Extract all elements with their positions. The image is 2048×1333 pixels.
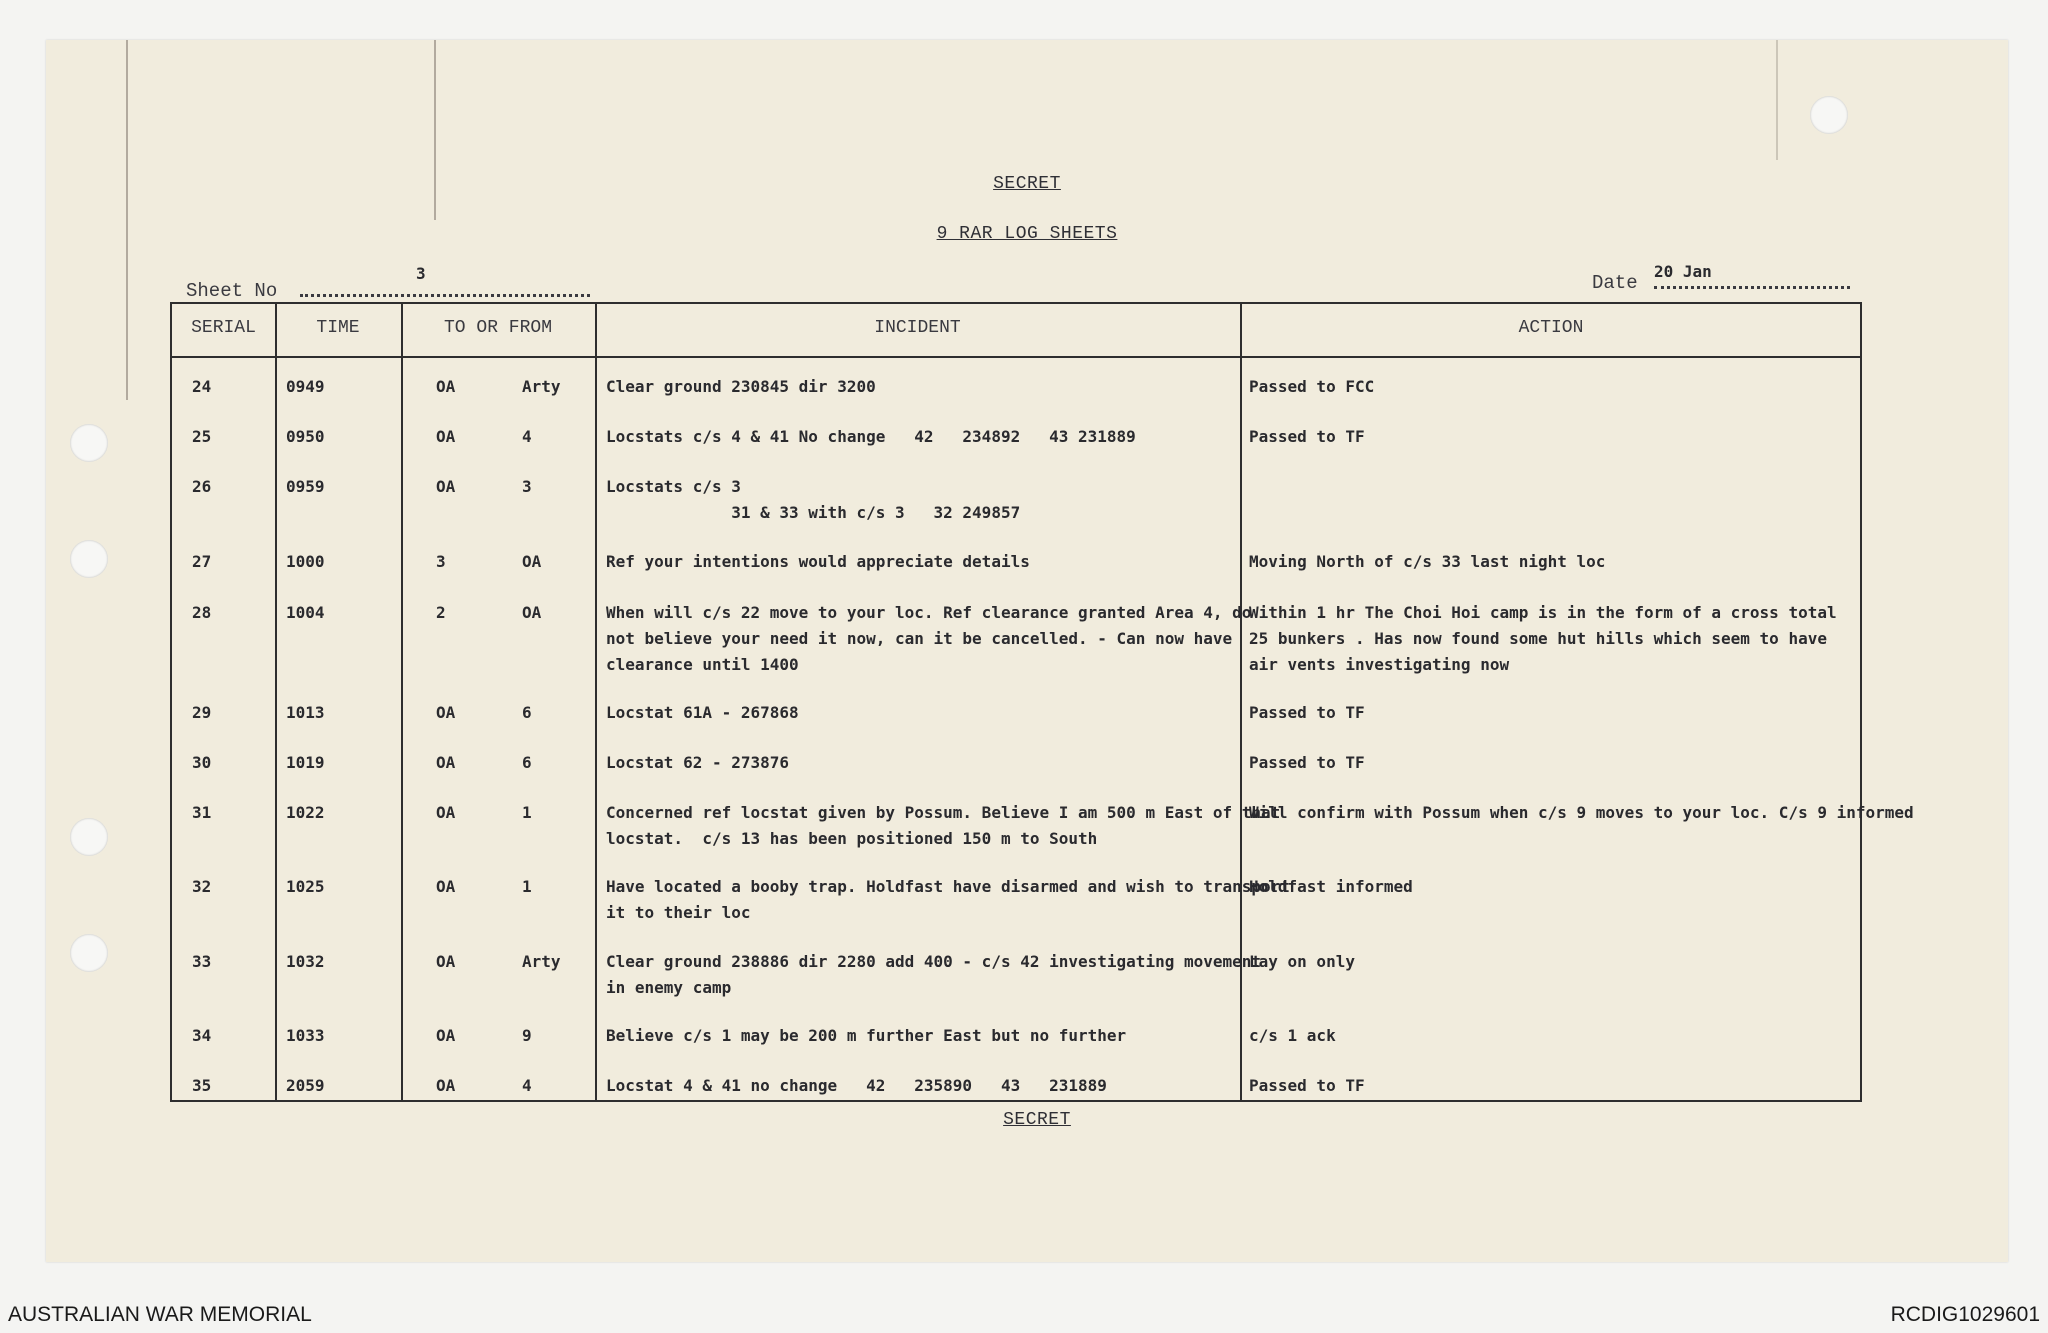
- cell-from: 4: [522, 1076, 532, 1095]
- cell-incident: Ref your intentions would appreciate details: [606, 552, 1030, 571]
- cell-action: Passed to FCC: [1249, 377, 1375, 396]
- cell-time: 1032: [286, 952, 325, 971]
- cell-serial: 27: [192, 552, 212, 571]
- cell-time: 1000: [286, 552, 325, 571]
- header-time: TIME: [316, 318, 360, 338]
- cell-action: Holdfast informed: [1249, 877, 1413, 896]
- cell-incident: Believe c/s 1 may be 200 m further East but no further: [606, 1026, 1127, 1045]
- cell-serial: 28: [192, 603, 212, 622]
- cell-time: 1022: [286, 803, 325, 822]
- cell-incident: Locstat 4 & 41 no change 42 235890 43 231889: [606, 1076, 1107, 1095]
- cell-incident: Locstats c/s 4 & 41 No change 42 234892 43 231889: [606, 427, 1136, 446]
- cell-to: OA: [436, 1026, 456, 1045]
- date-value: 20 Jan: [1654, 262, 1712, 281]
- cell-to: OA: [436, 377, 456, 396]
- cell-serial: 30: [192, 753, 212, 772]
- classification-bottom: SECRET: [1003, 1110, 1071, 1130]
- cell-incident: Locstats c/s 3 31 & 33 with c/s 3 32 249857: [606, 477, 1021, 522]
- cell-serial: 29: [192, 703, 212, 722]
- column-divider: [401, 304, 403, 1100]
- cell-time: 1013: [286, 703, 325, 722]
- cell-serial: 35: [192, 1076, 212, 1095]
- cell-incident: Clear ground 230845 dir 3200: [606, 377, 876, 396]
- cell-serial: 34: [192, 1026, 212, 1045]
- cell-incident: Have located a booby trap. Holdfast have disarmed and wish to transport it to their loc: [606, 877, 1290, 922]
- log-table: [170, 302, 1914, 1102]
- cell-incident: Locstat 61A - 267868: [606, 703, 799, 722]
- cell-from: 1: [522, 877, 532, 896]
- cell-serial: 31: [192, 803, 212, 822]
- cell-incident: Concerned ref locstat given by Possum. Believe I am 500 m East of that locstat. c/s 13 has been positioned 150 m to South: [606, 803, 1281, 848]
- footer-record-id: RCDIG1029601: [1890, 1303, 2040, 1326]
- header-to-or-from: TO OR FROM: [443, 318, 553, 338]
- cell-to: 3: [436, 552, 446, 571]
- cell-from: 6: [522, 753, 532, 772]
- sheet-no-dots: [300, 294, 590, 297]
- cell-from: OA: [522, 552, 542, 571]
- cell-serial: 24: [192, 377, 212, 396]
- cell-to: OA: [436, 952, 456, 971]
- cell-from: Arty: [522, 377, 561, 396]
- cell-time: 0959: [286, 477, 325, 496]
- cell-action: Lay on only: [1249, 952, 1355, 971]
- log-sheet-paper: [46, 40, 2008, 1262]
- cell-action: Passed to TF: [1249, 703, 1365, 722]
- punch-hole: [70, 934, 108, 972]
- cell-incident: Locstat 62 - 273876: [606, 753, 790, 772]
- cell-action: Passed to TF: [1249, 753, 1365, 772]
- classification-top: SECRET: [993, 174, 1061, 194]
- header-serial: SERIAL: [191, 318, 256, 338]
- sheet-no-value: 3: [416, 264, 426, 283]
- punch-hole: [70, 540, 108, 578]
- cell-time: 0949: [286, 377, 325, 396]
- cell-action: Within 1 hr The Choi Hoi camp is in the form of a cross total 25 bunkers . Has now found some hut hills which seem to have air vents investigating now: [1249, 603, 1837, 674]
- cell-serial: 32: [192, 877, 212, 896]
- punch-hole: [1810, 96, 1848, 134]
- fold-crease: [126, 40, 128, 400]
- cell-from: 1: [522, 803, 532, 822]
- page-title: 9 RAR LOG SHEETS: [936, 224, 1118, 244]
- cell-time: 2059: [286, 1076, 325, 1095]
- column-divider: [275, 304, 277, 1100]
- cell-to: OA: [436, 477, 456, 496]
- fold-crease: [1776, 40, 1778, 160]
- date-dots: [1654, 286, 1850, 289]
- cell-to: OA: [436, 1076, 456, 1095]
- cell-action: Will confirm with Possum when c/s 9 moves to your loc. C/s 9 informed: [1249, 803, 1914, 822]
- cell-serial: 33: [192, 952, 212, 971]
- header-divider: [172, 356, 1860, 358]
- cell-action: Passed to TF: [1249, 427, 1365, 446]
- cell-from: OA: [522, 603, 542, 622]
- cell-from: Arty: [522, 952, 561, 971]
- cell-to: OA: [436, 753, 456, 772]
- sheet-no-label: Sheet No: [186, 280, 278, 302]
- cell-action: Passed to TF: [1249, 1076, 1365, 1095]
- cell-from: 3: [522, 477, 532, 496]
- cell-serial: 26: [192, 477, 212, 496]
- column-divider: [595, 304, 597, 1100]
- cell-from: 4: [522, 427, 532, 446]
- cell-incident: Clear ground 238886 dir 2280 add 400 - c/s 42 investigating movement in enemy camp: [606, 952, 1262, 997]
- punch-hole: [70, 424, 108, 462]
- header-incident: INCIDENT: [874, 318, 961, 338]
- cell-time: 1019: [286, 753, 325, 772]
- cell-time: 1033: [286, 1026, 325, 1045]
- cell-time: 1025: [286, 877, 325, 896]
- cell-to: OA: [436, 803, 456, 822]
- cell-from: 9: [522, 1026, 532, 1045]
- cell-from: 6: [522, 703, 532, 722]
- cell-to: OA: [436, 703, 456, 722]
- footer-archive-name: AUSTRALIAN WAR MEMORIAL: [8, 1303, 312, 1326]
- cell-serial: 25: [192, 427, 212, 446]
- cell-to: OA: [436, 877, 456, 896]
- cell-action: c/s 1 ack: [1249, 1026, 1336, 1045]
- cell-time: 1004: [286, 603, 325, 622]
- header-action: ACTION: [1518, 318, 1584, 338]
- cell-action: Moving North of c/s 33 last night loc: [1249, 552, 1606, 571]
- cell-to: OA: [436, 427, 456, 446]
- cell-to: 2: [436, 603, 446, 622]
- cell-incident: When will c/s 22 move to your loc. Ref clearance granted Area 4, do not believe your need it now, can it be cancelled. - Can now have clearance until 1400: [606, 603, 1252, 674]
- punch-hole: [70, 818, 108, 856]
- cell-time: 0950: [286, 427, 325, 446]
- date-label: Date: [1592, 272, 1638, 294]
